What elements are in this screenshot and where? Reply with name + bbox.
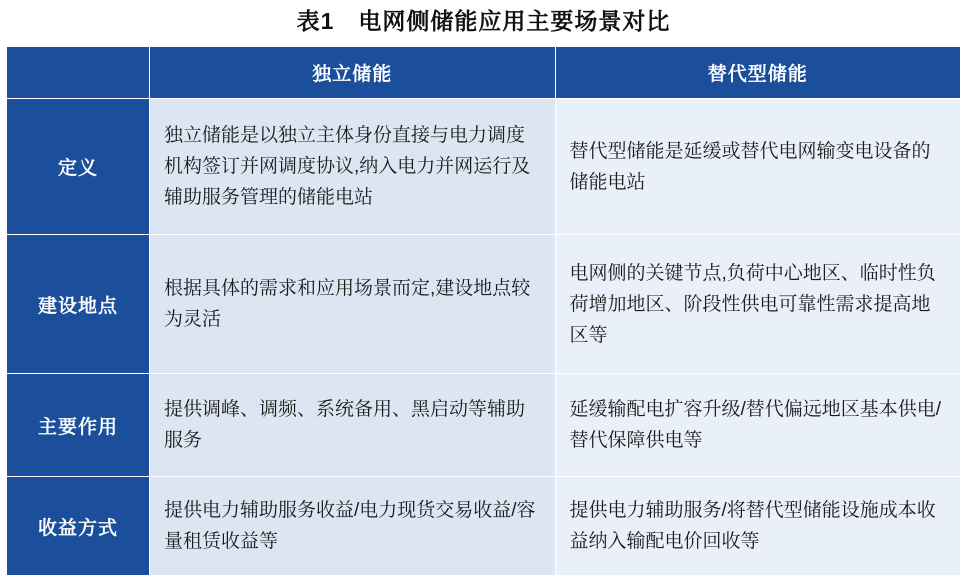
row-label-revenue-model: 收益方式	[7, 477, 150, 576]
cell-construction-site-independent: 根据具体的需求和应用场景而定,建设地点较为灵活	[150, 235, 556, 374]
table-row	[7, 374, 961, 477]
row-label-construction-site: 建设地点	[7, 235, 150, 374]
table-header-row	[7, 47, 961, 99]
cell-definition-alternative: 替代型储能是延缓或替代电网输变电设备的储能电站	[555, 99, 961, 235]
cell-main-function-alternative: 延缓输配电扩容升级/替代偏远地区基本供电/替代保障供电等	[555, 374, 961, 477]
table-row	[7, 235, 961, 374]
header-independent-storage: 独立储能	[150, 47, 556, 99]
comparison-table	[6, 46, 961, 576]
row-label-definition: 定义	[7, 99, 150, 235]
cell-revenue-model-independent: 提供电力辅助服务收益/电力现货交易收益/容量租赁收益等	[150, 477, 556, 576]
header-alternative-storage: 替代型储能	[555, 47, 961, 99]
cell-construction-site-alternative: 电网侧的关键节点,负荷中心地区、临时性负荷增加地区、阶段性供电可靠性需求提高地区等	[555, 235, 961, 374]
table-row	[7, 99, 961, 235]
table-title: 表1 电网侧储能应用主要场景对比	[296, 8, 671, 34]
cell-definition-independent: 独立储能是以独立主体身份直接与电力调度机构签订并网调度协议,纳入电力并网运行及辅助服务管理的储能电站	[150, 99, 556, 235]
row-label-main-function: 主要作用	[7, 374, 150, 477]
table-row	[7, 477, 961, 576]
cell-main-function-independent: 提供调峰、调频、系统备用、黑启动等辅助服务	[150, 374, 556, 477]
cell-revenue-model-alternative: 提供电力辅助服务/将替代型储能设施成本收益纳入输配电价回收等	[555, 477, 961, 576]
header-corner-cell	[7, 47, 150, 99]
